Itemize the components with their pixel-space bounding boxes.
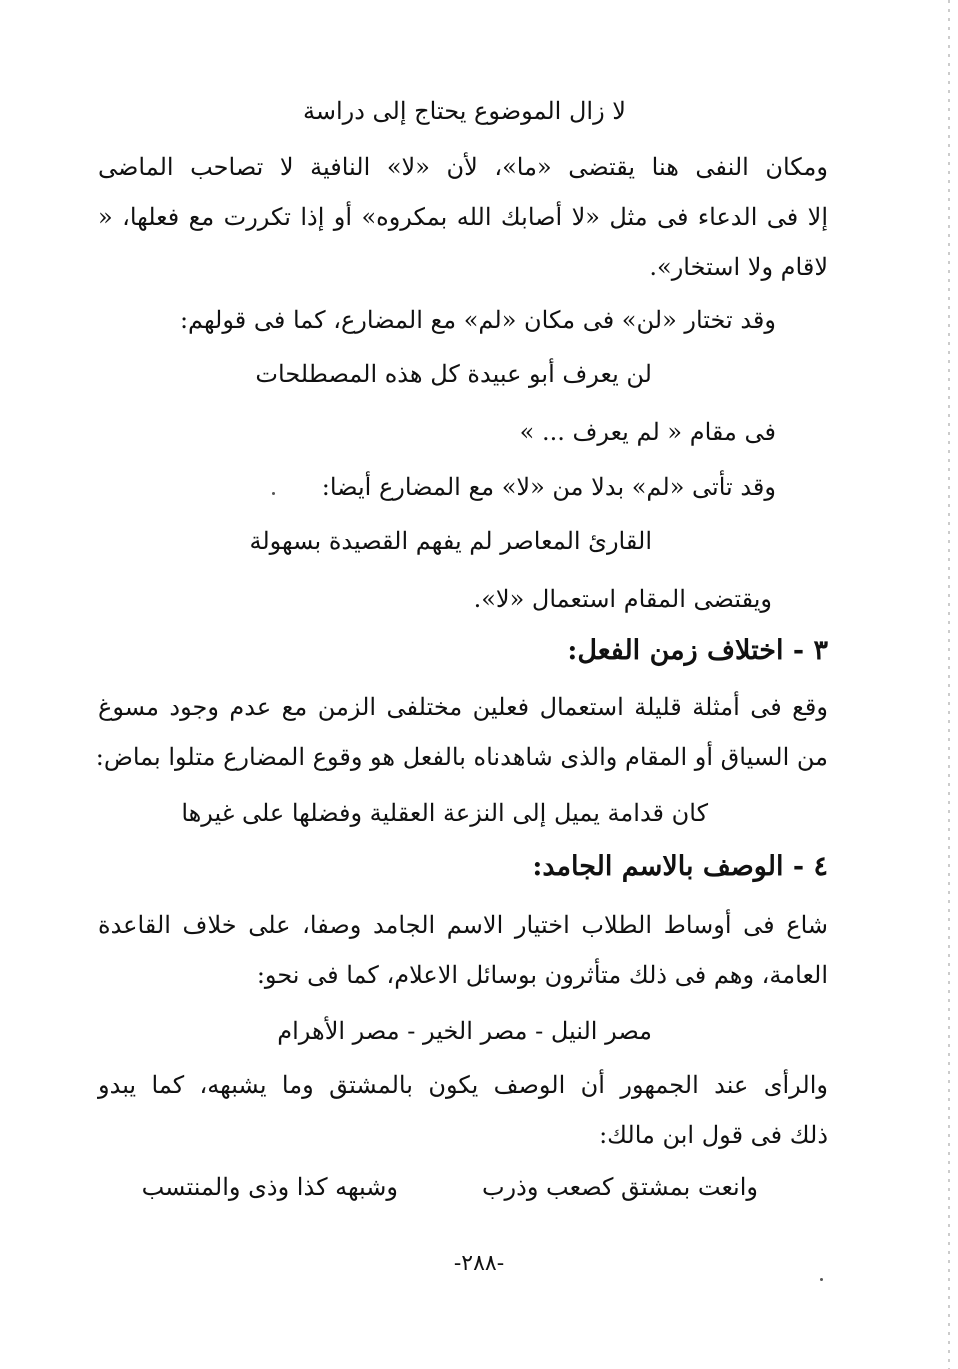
speck [820,1278,823,1281]
verse-second-hemistich: وشبهه كذا وذى والمنتسب [141,1173,398,1201]
text-line-7: وقد تأتى «لم» بدلا من «لا» مع المضارع أيضا: [321,473,776,501]
example-line-4: مصر النيل - مصر الخير - مصر الأهرام [277,1017,652,1045]
text-line-9: وقع فى أمثلة قليلة استعمال فعلين مختلفى الزمن مع عدم وجود مسوغ [98,693,828,721]
text-line-13: والرأى عند الجمهور أن الوصف يكون بالمشتق وما يشبهه، كما يبدو [98,1071,828,1099]
verse-first-hemistich: وانعت بمشتق كصعب وذرب [481,1173,758,1201]
text-line-2: ومكان النفى هنا يقتضى «ما»، لأن «لا» النافية لا تصاحب الماضى [98,153,828,181]
section-heading-4: ٤ - الوصف بالاسم الجامد: [532,851,828,882]
text-line-8: ويقتضى المقام استعمال «لا». [473,585,772,613]
text-line-12: العامة، وهم فى ذلك متأثرون بوسائل الاعلام، كما فى نحو: [256,961,828,989]
text-line-14: ذلك فى قول ابن مالك: [599,1121,828,1149]
section-heading-3: ٣ - اختلاف زمن الفعل: [567,635,828,666]
example-line-1: لن يعرف أبو عبيدة كل هذه المصطلحات [255,360,652,388]
text-line-6: فى مقام « لم يعرف ... » [519,418,776,446]
page-number: -٢٨٨- [453,1251,505,1276]
example-line-2: القارئ المعاصر لم يفهم القصيدة بسهولة [249,527,652,555]
text-line-11: شاع فى أوساط الطلاب اختيار الاسم الجامد وصفا، على خلاف القاعدة [98,911,828,939]
text-line-3: إلا فى الدعاء فى مثل «لا أصابك الله بمكروه» أو إذا تكررت مع فعلها، « [98,203,828,231]
text-line-1: لا زال الموضوع يحتاج إلى دراسة [302,97,626,125]
text-line-4: لاقام ولا استخار». [649,253,828,281]
example-line-3: كان قدامة يميل إلى النزعة العقلية وفضلها على غيرها [181,799,708,827]
speck [272,492,275,495]
text-line-5: وقد تختار «لن» فى مكان «لم» مع المضارع، كما فى قولهم: [179,306,776,334]
text-line-10: من السياق أو المقام والذى شاهدناه بالفعل هو وقوع المضارع متلوا بماض: [95,743,828,771]
page-edge-shadow [948,0,950,1369]
